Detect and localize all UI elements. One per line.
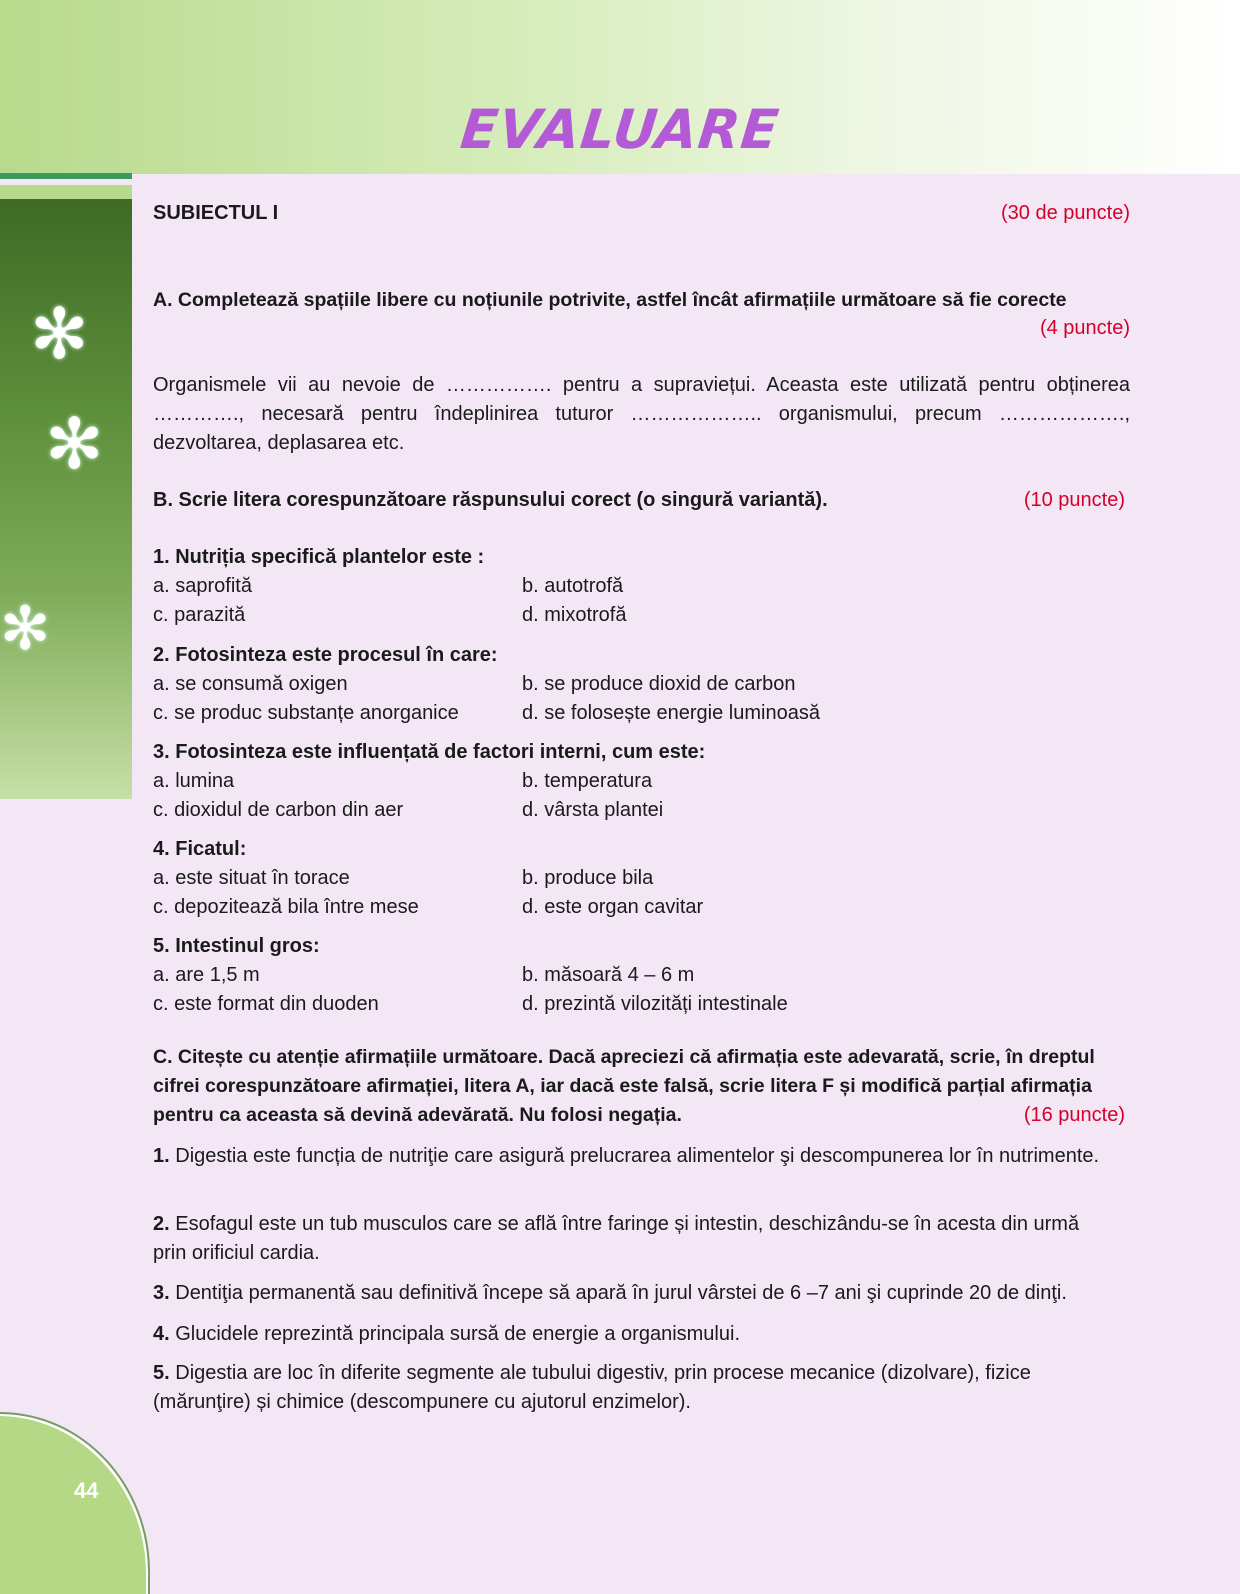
question-2: 2. Fotosinteza este procesul în care: [153, 644, 498, 666]
statement-number: 2. [153, 1213, 170, 1235]
section-a-points: (4 puncte) [1039, 317, 1130, 339]
statement-number: 5. [153, 1362, 170, 1384]
section-a-instruction: A. Completează spațiile libere cu noțiunile potrivite, astfel încât afirmațiile următoare să fie corecte [153, 289, 1067, 311]
option-b: b. produce bila [522, 867, 654, 889]
statement-4 [153, 1320, 1113, 1349]
statement-1 [153, 1142, 1113, 1171]
option-c: c. depozitează bila între mese [153, 896, 419, 918]
option-b: b. măsoară 4 – 6 m [522, 964, 695, 986]
statement-5 [153, 1359, 1113, 1417]
option-b: b. autotrofă [522, 575, 624, 597]
option-b: b. se produce dioxid de carbon [522, 673, 796, 695]
option-a: a. este situat în torace [153, 867, 350, 889]
option-a: a. se consumă oxigen [153, 673, 348, 695]
statement-text: Digestia este funcția de nutriţie care asigură prelucrarea alimentelor şi descompunerea lor în nutrimente. [169, 1145, 1100, 1167]
subject-title: SUBIECTUL I [153, 202, 279, 224]
option-b: b. temperatura [522, 770, 653, 792]
option-c: c. parazită [153, 604, 246, 626]
option-d: d. mixotrofă [522, 604, 627, 626]
page-number: 44 [74, 1478, 99, 1503]
option-d: d. vârsta plantei [522, 799, 664, 821]
section-a-text: Organismele vii au nevoie de ……………. pentru a supraviețui. Aceasta este utilizată pentru obținerea …………., necesară pentru îndeplinirea tuturor ……………….. organismului, precum ………………., dezvoltarea, deplasarea etc. [153, 374, 1130, 454]
statement-number: 4. [153, 1323, 170, 1345]
option-a: a. are 1,5 m [153, 964, 260, 986]
statement-text: Esofagul este un tub musculos care se află între faringe și intestin, deschizându-se în acesta din urmă prin orificiul cardia. [153, 1213, 1080, 1264]
option-c: c. dioxidul de carbon din aer [153, 799, 404, 821]
statement-3 [153, 1279, 1113, 1308]
divider [0, 185, 132, 199]
flower-icon: ✻ [45, 405, 104, 483]
statement-number: 3. [153, 1282, 170, 1304]
option-d: d. prezintă vilozități intestinale [522, 993, 788, 1015]
flower-icon: ✻ [30, 295, 89, 373]
flower-icon: ✻ [0, 595, 51, 662]
section-c-instruction: C. Citește cu atenție afirmațiile următoare. Dacă apreciezi că afirmația este adevarată, scrie, în dreptul cifrei corespunzătoare afirmației, litera A, iar dacă este falsă, scrie litera F și modifică parțial afirmația pentru ca aceasta să devină adevărată. Nu folosi negația. [153, 1046, 1095, 1126]
option-a: a. saprofită [153, 575, 252, 597]
question-5: 5. Intestinul gros: [153, 935, 320, 957]
question-3: 3. Fotosinteza este influențată de factori interni, cum este: [153, 741, 706, 763]
section-b-instruction: B. Scrie litera corespunzătoare răspunsului corect (o singură variantă). [153, 489, 828, 511]
section-c-points: (16 puncte) [1016, 1101, 1125, 1130]
option-c: c. se produc substanțe anorganice [153, 702, 459, 724]
subject-points: (30 de puncte) [1001, 202, 1130, 224]
statement-text: Digestia are loc în diferite segmente ale tubului digestiv, prin procese mecanice (dizolvare), fizice (mărunţire) și chimice (descompunere cu ajutorul enzimelor). [153, 1362, 1031, 1413]
option-d: d. se folosește energie luminoasă [522, 702, 820, 724]
option-c: c. este format din duoden [153, 993, 379, 1015]
statement-2 [153, 1210, 1113, 1268]
statement-number: 1. [153, 1145, 170, 1167]
page-title-wrap [420, 98, 820, 161]
option-d: d. este organ cavitar [522, 896, 704, 918]
statement-text: Dentiţia permanentă sau definitivă începe să apară în jurul vârstei de 6 –7 ani şi cuprinde 20 de dinţi. [169, 1282, 1067, 1304]
jasmine-flower-image [0, 199, 132, 799]
option-a: a. lumina [153, 770, 235, 792]
divider [0, 173, 132, 179]
question-4: 4. Ficatul: [153, 838, 247, 860]
page-title: EVALUARE [457, 98, 783, 161]
section-b-points: (10 puncte) [1023, 489, 1125, 511]
statement-text: Glucidele reprezintă principala sursă de energie a organismului. [169, 1323, 740, 1345]
question-1: 1. Nutriția specifică plantelor este : [153, 546, 485, 568]
